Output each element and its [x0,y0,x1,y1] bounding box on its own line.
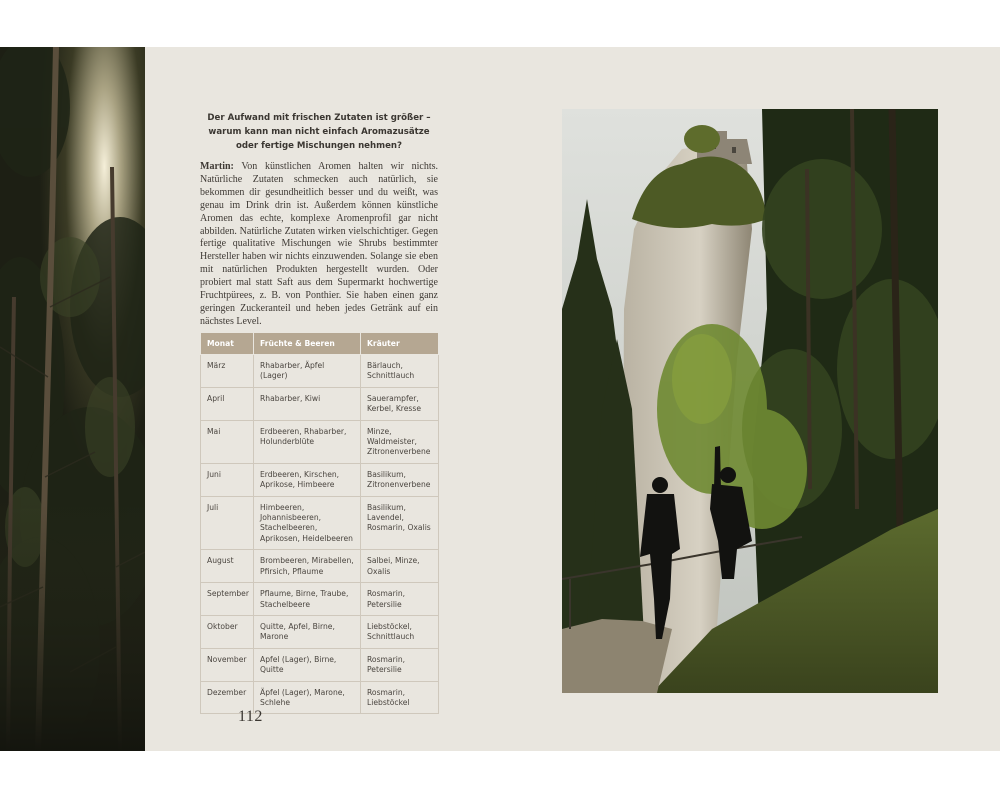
table-row [201,355,439,388]
cell-month: Dezember [201,681,254,714]
cell-herbs: Minze, Waldmeister, Zitronenverbene [361,420,439,463]
cell-fruits: Erdbeeren, Kirschen, Aprikose, Himbeere [254,463,361,496]
table-header-row [201,333,439,355]
cell-herbs: Rosmarin, Petersilie [361,648,439,681]
cell-herbs: Salbei, Minze, Oxalis [361,550,439,583]
cell-herbs: Rosmarin, Liebstöckel [361,681,439,714]
speaker-name: Martin: [200,161,234,172]
cell-herbs: Basilikum, Lavendel, Rosmarin, Oxalis [361,496,439,550]
cell-fruits: Pflaume, Birne, Traube, Stachelbeere [254,583,361,616]
cell-fruits: Rhabarber, Äpfel (Lager) [254,355,361,388]
cell-herbs: Sauerampfer, Kerbel, Kresse [361,387,439,420]
table-row [201,463,439,496]
cell-fruits: Äpfel (Lager), Marone, Schlehe [254,681,361,714]
cell-herbs: Bärlauch, Schnittlauch [361,355,439,388]
cell-month: Juli [201,496,254,550]
table-row [201,420,439,463]
cell-fruits: Erdbeeren, Rhabarber, Holunderblüte [254,420,361,463]
question-heading: Der Aufwand mit frischen Zutaten ist größer – warum kann man nicht einfach Aromazusätze oder fertige Mischungen nehmen? [207,113,431,151]
cell-herbs: Liebstöckel, Schnittlauch [361,615,439,648]
page-number: 112 [238,708,263,725]
table-row [201,583,439,616]
forest-photo [0,47,145,751]
cell-month: August [201,550,254,583]
cell-fruits: Apfel (Lager), Birne, Quitte [254,648,361,681]
table-row [201,550,439,583]
answer-text: Von künstlichen Aromen halten wir nichts. Natürliche Zutaten schmecken auch natürlich, sie bekommen dir gesundheitlich besser und du weißt, was genau im Drink drin ist. Außerdem können künstliche Aromen das echte, komplexe Aromenprofil gar nicht abbilden. Natürliche Zutaten wirken vielschichtiger. Gegen fertige qualitative Mischungen wie Shrubs bestimmter Hersteller haben wir nichts einzuwenden. Solange sie eben mit natürlichen Produkten hergestellt wurden. Oder probiert mal statt Saft aus dem Supermarkt hochwertige Fruchtpürees, z. B. von Ponthier. Sie haben einen ganz geringen Zuckeranteil und heben jedes Getränk auf ein nächstes Level. [200,161,438,327]
cell-month: November [201,648,254,681]
cell-month: März [201,355,254,388]
season-table [200,332,439,714]
table-row [201,648,439,681]
cell-month: April [201,387,254,420]
header-fruits: Früchte & Beeren [254,333,361,355]
header-herbs: Kräuter [361,333,439,355]
cell-fruits: Rhabarber, Kiwi [254,387,361,420]
book-spread [0,47,1000,751]
table-row [201,681,439,714]
cell-month: Oktober [201,615,254,648]
cell-fruits: Himbeeren, Johannisbeeren, Stachelbeeren, Aprikosen, Heidelbeeren [254,496,361,550]
cell-month: Mai [201,420,254,463]
table-row [201,615,439,648]
cell-herbs: Basilikum, Zitronenverbene [361,463,439,496]
cell-fruits: Brombeeren, Mirabellen, Pfirsich, Pflaume [254,550,361,583]
cell-fruits: Quitte, Apfel, Birne, Marone [254,615,361,648]
cell-month: September [201,583,254,616]
table-row [201,387,439,420]
cell-month: Juni [201,463,254,496]
answer-paragraph [200,161,438,329]
header-month: Monat [201,333,254,355]
cell-herbs: Rosmarin, Petersilie [361,583,439,616]
table-row [201,496,439,550]
castle-ruin-hike-photo [562,109,938,693]
